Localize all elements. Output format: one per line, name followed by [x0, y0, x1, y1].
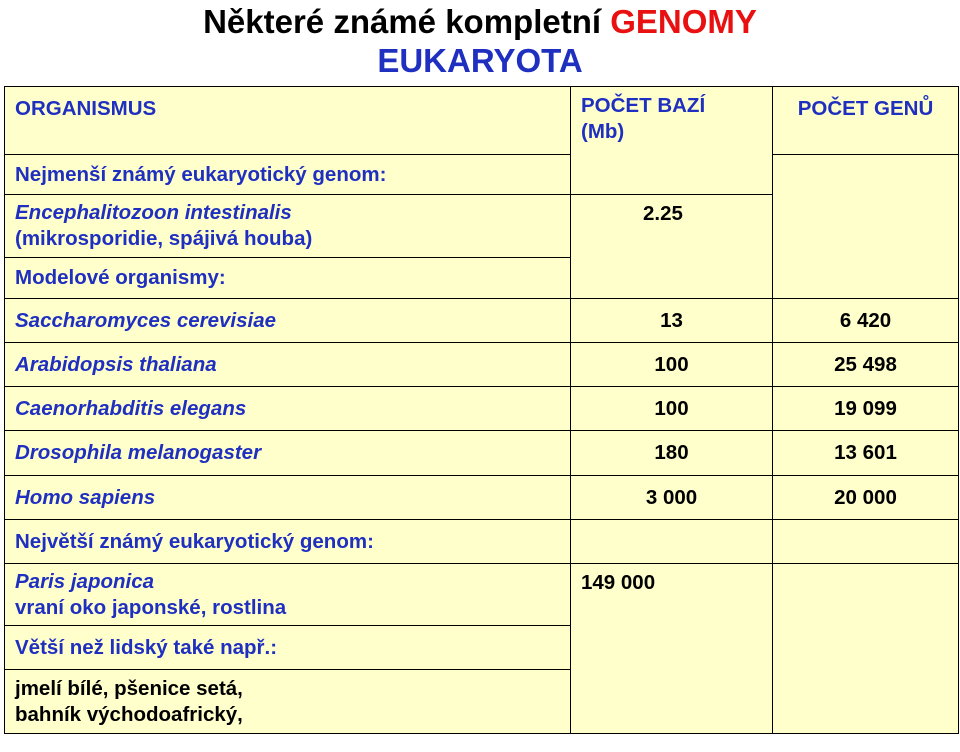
larger-examples-line2: bahník východoafrický, — [15, 702, 243, 726]
organism-name: Homo sapiens — [5, 476, 571, 520]
genes-value: 13 601 — [773, 431, 959, 476]
genome-table — [4, 86, 959, 734]
largest-organism-note: vraní oko japonské, rostlina — [15, 595, 287, 619]
largest-label: Největší známý eukaryotický genom: — [5, 520, 571, 564]
empty-genes-cell — [773, 564, 959, 734]
header-bases-line2: (Mb) — [581, 120, 625, 143]
table-row — [5, 476, 959, 520]
larger-examples — [5, 670, 571, 734]
smallest-label-row — [5, 155, 959, 195]
page-title — [0, 2, 960, 80]
bases-value: 100 — [571, 387, 773, 431]
largest-bases: 149 000 — [571, 564, 773, 734]
header-bases-line1: POČET BAZÍ — [581, 94, 706, 117]
bases-value: 180 — [571, 431, 773, 476]
larger-than-human-label: Větší než lidský také např.: — [5, 626, 571, 670]
empty-bases-cell — [571, 520, 773, 564]
smallest-label: Nejmenší známý eukaryotický genom: — [5, 155, 571, 195]
table-row — [5, 387, 959, 431]
smallest-bases: 2.25 — [571, 195, 773, 299]
genes-value: 25 498 — [773, 343, 959, 387]
title-highlight: GENOMY — [610, 3, 757, 40]
smallest-organism-name: Encephalitozoon intestinalis — [15, 201, 292, 224]
organism-name: Drosophila melanogaster — [5, 431, 571, 476]
header-row — [5, 87, 959, 155]
header-genes: POČET GENŮ — [773, 87, 959, 155]
organism-name: Caenorhabditis elegans — [5, 387, 571, 431]
empty-genes-cell — [773, 155, 959, 299]
model-label: Modelové organismy: — [5, 258, 571, 299]
bases-value: 3 000 — [571, 476, 773, 520]
title-line-1 — [0, 2, 960, 41]
largest-organism-row — [5, 564, 959, 626]
largest-organism — [5, 564, 571, 626]
header-bases — [571, 87, 773, 195]
genes-value: 19 099 — [773, 387, 959, 431]
genes-value: 6 420 — [773, 299, 959, 343]
header-organism: ORGANISMUS — [5, 87, 571, 155]
organism-name: Saccharomyces cerevisiae — [5, 299, 571, 343]
table-row — [5, 343, 959, 387]
bases-value: 100 — [571, 343, 773, 387]
largest-label-row — [5, 520, 959, 564]
largest-organism-name: Paris japonica — [15, 569, 155, 593]
smallest-organism-note: (mikrosporidie, spájivá houba) — [15, 227, 313, 250]
table-row — [5, 431, 959, 476]
organism-name: Arabidopsis thaliana — [5, 343, 571, 387]
genes-value: 20 000 — [773, 476, 959, 520]
larger-examples-line1: jmelí bílé, pšenice setá, — [15, 676, 243, 700]
title-prefix: Některé známé kompletní — [203, 3, 602, 40]
bases-value: 13 — [571, 299, 773, 343]
title-line-2: EUKARYOTA — [377, 42, 583, 79]
empty-genes-cell — [773, 520, 959, 564]
smallest-organism — [5, 195, 571, 258]
table-row — [5, 299, 959, 343]
